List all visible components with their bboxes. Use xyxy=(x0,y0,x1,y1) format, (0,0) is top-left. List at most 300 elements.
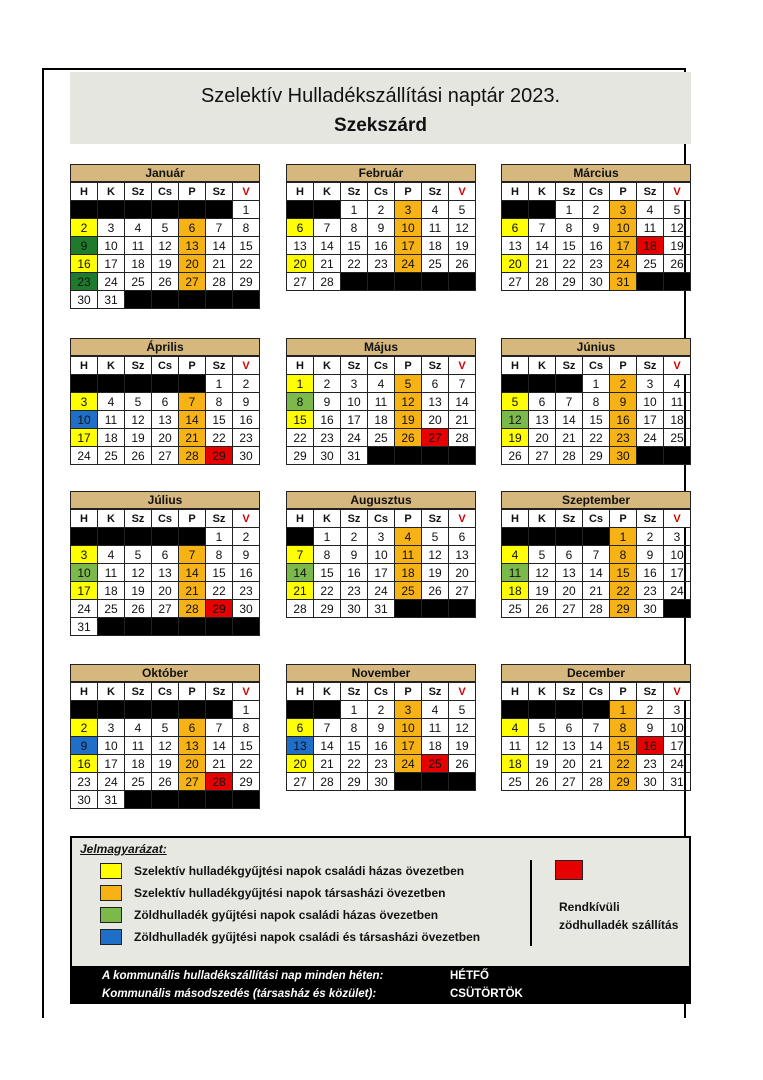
day-cell: 11 xyxy=(422,719,449,737)
day-cell: 2 xyxy=(368,201,395,219)
day-cell: 27 xyxy=(287,773,314,791)
day-cell: 2 xyxy=(637,528,664,546)
week-row xyxy=(502,773,691,791)
day-cell: 6 xyxy=(556,719,583,737)
day-cell: 12 xyxy=(449,719,476,737)
empty-cell xyxy=(233,618,260,636)
day-cell: 5 xyxy=(125,393,152,411)
day-cell: 21 xyxy=(314,255,341,273)
day-cell: 21 xyxy=(556,429,583,447)
day-cell: 14 xyxy=(529,237,556,255)
weekday-header: P xyxy=(179,510,206,528)
empty-cell xyxy=(314,701,341,719)
day-cell: 21 xyxy=(287,582,314,600)
day-cell: 4 xyxy=(395,528,422,546)
day-cell: 15 xyxy=(206,411,233,429)
day-cell: 5 xyxy=(449,701,476,719)
day-cell: 18 xyxy=(502,582,529,600)
footer-bar xyxy=(70,968,691,1004)
month-title: Február xyxy=(286,164,476,182)
week-row xyxy=(287,255,476,273)
day-cell: 14 xyxy=(287,564,314,582)
weekday-header: K xyxy=(98,510,125,528)
month-5 xyxy=(286,338,476,465)
day-cell: 9 xyxy=(368,719,395,737)
day-cell: 15 xyxy=(233,737,260,755)
day-cell: 15 xyxy=(287,411,314,429)
week-row xyxy=(287,273,476,291)
day-cell: 25 xyxy=(422,255,449,273)
day-cell: 5 xyxy=(395,375,422,393)
empty-cell xyxy=(98,528,125,546)
weekday-header: Cs xyxy=(583,510,610,528)
empty-cell xyxy=(637,273,664,291)
day-cell: 30 xyxy=(637,773,664,791)
day-cell: 16 xyxy=(71,255,98,273)
weekday-header: P xyxy=(610,683,637,701)
empty-cell xyxy=(152,375,179,393)
day-cell: 17 xyxy=(610,237,637,255)
weekday-header: Sz xyxy=(556,183,583,201)
day-cell: 6 xyxy=(287,719,314,737)
day-cell: 11 xyxy=(395,546,422,564)
legend-swatch-blue xyxy=(100,929,122,945)
weekday-header: K xyxy=(529,183,556,201)
month-table xyxy=(70,356,260,465)
day-cell: 8 xyxy=(610,546,637,564)
month-table xyxy=(501,182,691,291)
day-cell: 26 xyxy=(395,429,422,447)
weekday-header: P xyxy=(610,183,637,201)
day-cell: 22 xyxy=(233,755,260,773)
day-cell: 9 xyxy=(583,219,610,237)
week-row xyxy=(71,393,260,411)
day-cell: 26 xyxy=(449,255,476,273)
empty-cell xyxy=(664,273,691,291)
day-cell: 23 xyxy=(71,773,98,791)
day-cell: 18 xyxy=(125,755,152,773)
weekday-header: H xyxy=(287,357,314,375)
day-cell: 8 xyxy=(206,393,233,411)
day-cell: 1 xyxy=(206,528,233,546)
weekday-header: K xyxy=(314,357,341,375)
week-row xyxy=(71,429,260,447)
month-1 xyxy=(70,164,260,309)
weekday-header: P xyxy=(610,510,637,528)
legend-label: Szelektív hulladékgyűjtési napok társasházi övezetben xyxy=(134,886,446,900)
week-row xyxy=(502,528,691,546)
week-row xyxy=(71,755,260,773)
day-cell: 27 xyxy=(502,273,529,291)
weekday-header: Sz xyxy=(206,510,233,528)
day-cell: 2 xyxy=(71,219,98,237)
day-cell: 22 xyxy=(583,429,610,447)
empty-cell xyxy=(152,201,179,219)
day-cell: 1 xyxy=(287,375,314,393)
weekday-header: Cs xyxy=(152,683,179,701)
day-cell: 8 xyxy=(287,393,314,411)
legend-divider xyxy=(530,860,532,946)
empty-cell xyxy=(179,618,206,636)
day-cell: 11 xyxy=(502,737,529,755)
month-table xyxy=(501,509,691,618)
month-title: Június xyxy=(501,338,691,356)
day-cell: 21 xyxy=(179,429,206,447)
empty-cell xyxy=(368,447,395,465)
day-cell: 25 xyxy=(422,755,449,773)
day-cell: 10 xyxy=(395,219,422,237)
day-cell: 12 xyxy=(395,393,422,411)
weekday-header-row xyxy=(502,510,691,528)
empty-cell xyxy=(502,528,529,546)
day-cell: 15 xyxy=(610,737,637,755)
weekday-header-row xyxy=(71,183,260,201)
empty-cell xyxy=(395,600,422,618)
day-cell: 24 xyxy=(368,582,395,600)
weekday-header: Sz xyxy=(422,683,449,701)
legend-swatch-orange xyxy=(100,885,122,901)
day-cell: 19 xyxy=(152,255,179,273)
empty-cell xyxy=(287,201,314,219)
day-cell: 4 xyxy=(422,701,449,719)
day-cell: 11 xyxy=(664,393,691,411)
empty-cell xyxy=(125,201,152,219)
day-cell: 22 xyxy=(314,582,341,600)
empty-cell xyxy=(422,447,449,465)
day-cell: 29 xyxy=(610,600,637,618)
day-cell: 20 xyxy=(179,255,206,273)
weekday-header: Sz xyxy=(341,510,368,528)
month-table xyxy=(70,182,260,309)
empty-cell xyxy=(664,600,691,618)
day-cell: 6 xyxy=(152,393,179,411)
day-cell: 4 xyxy=(422,201,449,219)
week-row xyxy=(287,411,476,429)
day-cell: 6 xyxy=(287,219,314,237)
week-row xyxy=(502,600,691,618)
day-cell: 26 xyxy=(152,773,179,791)
weekday-header-row xyxy=(71,510,260,528)
day-cell: 29 xyxy=(341,773,368,791)
weekday-header: Sz xyxy=(206,183,233,201)
weekday-header-row xyxy=(502,357,691,375)
weekday-header: Cs xyxy=(152,183,179,201)
day-cell: 21 xyxy=(449,411,476,429)
day-cell: 23 xyxy=(583,255,610,273)
week-row xyxy=(502,582,691,600)
day-cell: 4 xyxy=(664,375,691,393)
week-row xyxy=(287,773,476,791)
day-cell: 16 xyxy=(637,564,664,582)
day-cell: 26 xyxy=(449,755,476,773)
week-row xyxy=(287,719,476,737)
day-cell: 7 xyxy=(529,219,556,237)
day-cell: 1 xyxy=(341,201,368,219)
month-title: Július xyxy=(70,491,260,509)
day-cell: 3 xyxy=(610,201,637,219)
day-cell: 29 xyxy=(314,600,341,618)
weekday-header-row xyxy=(71,357,260,375)
day-cell: 23 xyxy=(314,429,341,447)
day-cell: 25 xyxy=(637,255,664,273)
day-cell: 23 xyxy=(368,255,395,273)
day-cell: 1 xyxy=(233,201,260,219)
day-cell: 1 xyxy=(583,375,610,393)
day-cell: 12 xyxy=(125,564,152,582)
day-cell: 11 xyxy=(422,219,449,237)
day-cell: 9 xyxy=(610,393,637,411)
empty-cell xyxy=(98,375,125,393)
week-row xyxy=(71,255,260,273)
week-row xyxy=(71,737,260,755)
day-cell: 3 xyxy=(341,375,368,393)
day-cell: 23 xyxy=(233,582,260,600)
empty-cell xyxy=(583,701,610,719)
empty-cell xyxy=(287,701,314,719)
weekday-header: P xyxy=(179,183,206,201)
weekday-header: K xyxy=(314,683,341,701)
day-cell: 25 xyxy=(98,447,125,465)
day-cell: 14 xyxy=(583,564,610,582)
empty-cell xyxy=(422,600,449,618)
week-row xyxy=(71,618,260,636)
week-row xyxy=(502,447,691,465)
day-cell: 28 xyxy=(583,600,610,618)
weekday-header-row xyxy=(287,357,476,375)
day-cell: 5 xyxy=(152,219,179,237)
month-title: November xyxy=(286,664,476,682)
week-row xyxy=(502,255,691,273)
day-cell: 10 xyxy=(664,546,691,564)
day-cell: 29 xyxy=(233,273,260,291)
empty-cell xyxy=(395,273,422,291)
weekday-header: V xyxy=(449,357,476,375)
weekday-header: H xyxy=(287,510,314,528)
day-cell: 17 xyxy=(71,429,98,447)
empty-cell xyxy=(556,528,583,546)
day-cell: 5 xyxy=(664,201,691,219)
communal-collection-day: HÉTFŐ xyxy=(450,970,489,982)
day-cell: 15 xyxy=(206,564,233,582)
empty-cell xyxy=(152,291,179,309)
day-cell: 22 xyxy=(206,429,233,447)
day-cell: 31 xyxy=(71,618,98,636)
day-cell: 10 xyxy=(637,393,664,411)
weekday-header: H xyxy=(71,357,98,375)
weekday-header: V xyxy=(233,510,260,528)
day-cell: 15 xyxy=(610,564,637,582)
day-cell: 30 xyxy=(233,600,260,618)
day-cell: 5 xyxy=(502,393,529,411)
day-cell: 28 xyxy=(529,273,556,291)
weekday-header: Sz xyxy=(556,683,583,701)
empty-cell xyxy=(179,791,206,809)
month-table xyxy=(286,682,476,791)
week-row xyxy=(71,773,260,791)
day-cell: 2 xyxy=(314,375,341,393)
day-cell: 7 xyxy=(179,393,206,411)
day-cell: 18 xyxy=(502,755,529,773)
weekday-header: P xyxy=(395,683,422,701)
day-cell: 31 xyxy=(341,447,368,465)
empty-cell xyxy=(529,701,556,719)
month-10 xyxy=(70,664,260,809)
day-cell: 2 xyxy=(71,719,98,737)
weekday-header: V xyxy=(233,683,260,701)
day-cell: 30 xyxy=(233,447,260,465)
day-cell: 29 xyxy=(583,447,610,465)
weekday-header: P xyxy=(179,357,206,375)
weekday-header: Sz xyxy=(422,183,449,201)
day-cell: 16 xyxy=(71,755,98,773)
day-cell: 6 xyxy=(152,546,179,564)
day-cell: 31 xyxy=(98,791,125,809)
weekday-header: Sz xyxy=(556,510,583,528)
day-cell: 1 xyxy=(314,528,341,546)
day-cell: 27 xyxy=(529,447,556,465)
weekday-header: K xyxy=(98,683,125,701)
day-cell: 20 xyxy=(422,411,449,429)
week-row xyxy=(71,411,260,429)
empty-cell xyxy=(125,791,152,809)
legend-label: Zöldhulladék gyűjtési napok családi és társasházi övezetben xyxy=(134,930,481,944)
day-cell: 31 xyxy=(610,273,637,291)
day-cell: 2 xyxy=(233,528,260,546)
day-cell: 19 xyxy=(529,755,556,773)
week-row xyxy=(287,447,476,465)
empty-cell xyxy=(152,618,179,636)
day-cell: 9 xyxy=(233,546,260,564)
empty-cell xyxy=(206,291,233,309)
day-cell: 14 xyxy=(449,393,476,411)
day-cell: 19 xyxy=(664,237,691,255)
day-cell: 9 xyxy=(314,393,341,411)
day-cell: 4 xyxy=(125,219,152,237)
month-title: Március xyxy=(501,164,691,182)
day-cell: 1 xyxy=(233,701,260,719)
day-cell: 14 xyxy=(179,411,206,429)
weekday-header: Sz xyxy=(637,683,664,701)
month-4 xyxy=(70,338,260,465)
second-collection-day: CSÜTÖRTÖK xyxy=(450,988,523,1000)
legend-swatch-red xyxy=(555,860,583,880)
day-cell: 26 xyxy=(125,447,152,465)
day-cell: 7 xyxy=(583,719,610,737)
day-cell: 9 xyxy=(637,546,664,564)
empty-cell xyxy=(71,201,98,219)
empty-cell xyxy=(449,447,476,465)
day-cell: 9 xyxy=(71,237,98,255)
empty-cell xyxy=(152,528,179,546)
day-cell: 18 xyxy=(125,255,152,273)
month-6 xyxy=(501,338,691,465)
empty-cell xyxy=(179,291,206,309)
day-cell: 8 xyxy=(556,219,583,237)
week-row xyxy=(287,429,476,447)
week-row xyxy=(71,719,260,737)
weekday-header: Cs xyxy=(368,510,395,528)
empty-cell xyxy=(98,701,125,719)
day-cell: 8 xyxy=(341,219,368,237)
day-cell: 26 xyxy=(152,273,179,291)
week-row xyxy=(502,755,691,773)
empty-cell xyxy=(502,375,529,393)
day-cell: 23 xyxy=(233,429,260,447)
day-cell: 23 xyxy=(368,755,395,773)
day-cell: 7 xyxy=(583,546,610,564)
day-cell: 2 xyxy=(233,375,260,393)
day-cell: 29 xyxy=(206,447,233,465)
day-cell: 19 xyxy=(395,411,422,429)
day-cell: 22 xyxy=(206,582,233,600)
week-row xyxy=(71,600,260,618)
weekday-header: Sz xyxy=(125,183,152,201)
week-row xyxy=(502,219,691,237)
legend-special-line1: Rendkívüli xyxy=(559,900,620,914)
day-cell: 11 xyxy=(368,393,395,411)
week-row xyxy=(287,546,476,564)
day-cell: 13 xyxy=(556,564,583,582)
day-cell: 20 xyxy=(529,429,556,447)
day-cell: 15 xyxy=(233,237,260,255)
day-cell: 20 xyxy=(287,755,314,773)
day-cell: 1 xyxy=(556,201,583,219)
day-cell: 8 xyxy=(583,393,610,411)
weekday-header: Cs xyxy=(368,357,395,375)
day-cell: 13 xyxy=(502,237,529,255)
weekday-header: V xyxy=(449,510,476,528)
legend-swatch-yellow xyxy=(100,863,122,879)
day-cell: 19 xyxy=(152,755,179,773)
weekday-header: P xyxy=(179,683,206,701)
day-cell: 18 xyxy=(98,582,125,600)
day-cell: 6 xyxy=(179,719,206,737)
day-cell: 24 xyxy=(98,273,125,291)
empty-cell xyxy=(556,701,583,719)
day-cell: 7 xyxy=(314,719,341,737)
day-cell: 17 xyxy=(71,582,98,600)
day-cell: 27 xyxy=(152,447,179,465)
day-cell: 6 xyxy=(529,393,556,411)
day-cell: 26 xyxy=(422,582,449,600)
day-cell: 25 xyxy=(502,600,529,618)
day-cell: 13 xyxy=(179,237,206,255)
day-cell: 24 xyxy=(664,582,691,600)
empty-cell xyxy=(449,600,476,618)
day-cell: 20 xyxy=(179,755,206,773)
empty-cell xyxy=(206,791,233,809)
day-cell: 3 xyxy=(98,219,125,237)
day-cell: 16 xyxy=(637,737,664,755)
day-cell: 2 xyxy=(341,528,368,546)
day-cell: 17 xyxy=(368,564,395,582)
week-row xyxy=(71,375,260,393)
month-table xyxy=(70,682,260,809)
weekday-header-row xyxy=(287,683,476,701)
day-cell: 29 xyxy=(206,600,233,618)
day-cell: 26 xyxy=(664,255,691,273)
day-cell: 30 xyxy=(341,600,368,618)
weekday-header: V xyxy=(449,183,476,201)
day-cell: 14 xyxy=(179,564,206,582)
day-cell: 31 xyxy=(664,773,691,791)
day-cell: 24 xyxy=(341,429,368,447)
day-cell: 11 xyxy=(125,237,152,255)
day-cell: 29 xyxy=(233,773,260,791)
day-cell: 4 xyxy=(125,719,152,737)
day-cell: 9 xyxy=(637,719,664,737)
day-cell: 9 xyxy=(233,393,260,411)
